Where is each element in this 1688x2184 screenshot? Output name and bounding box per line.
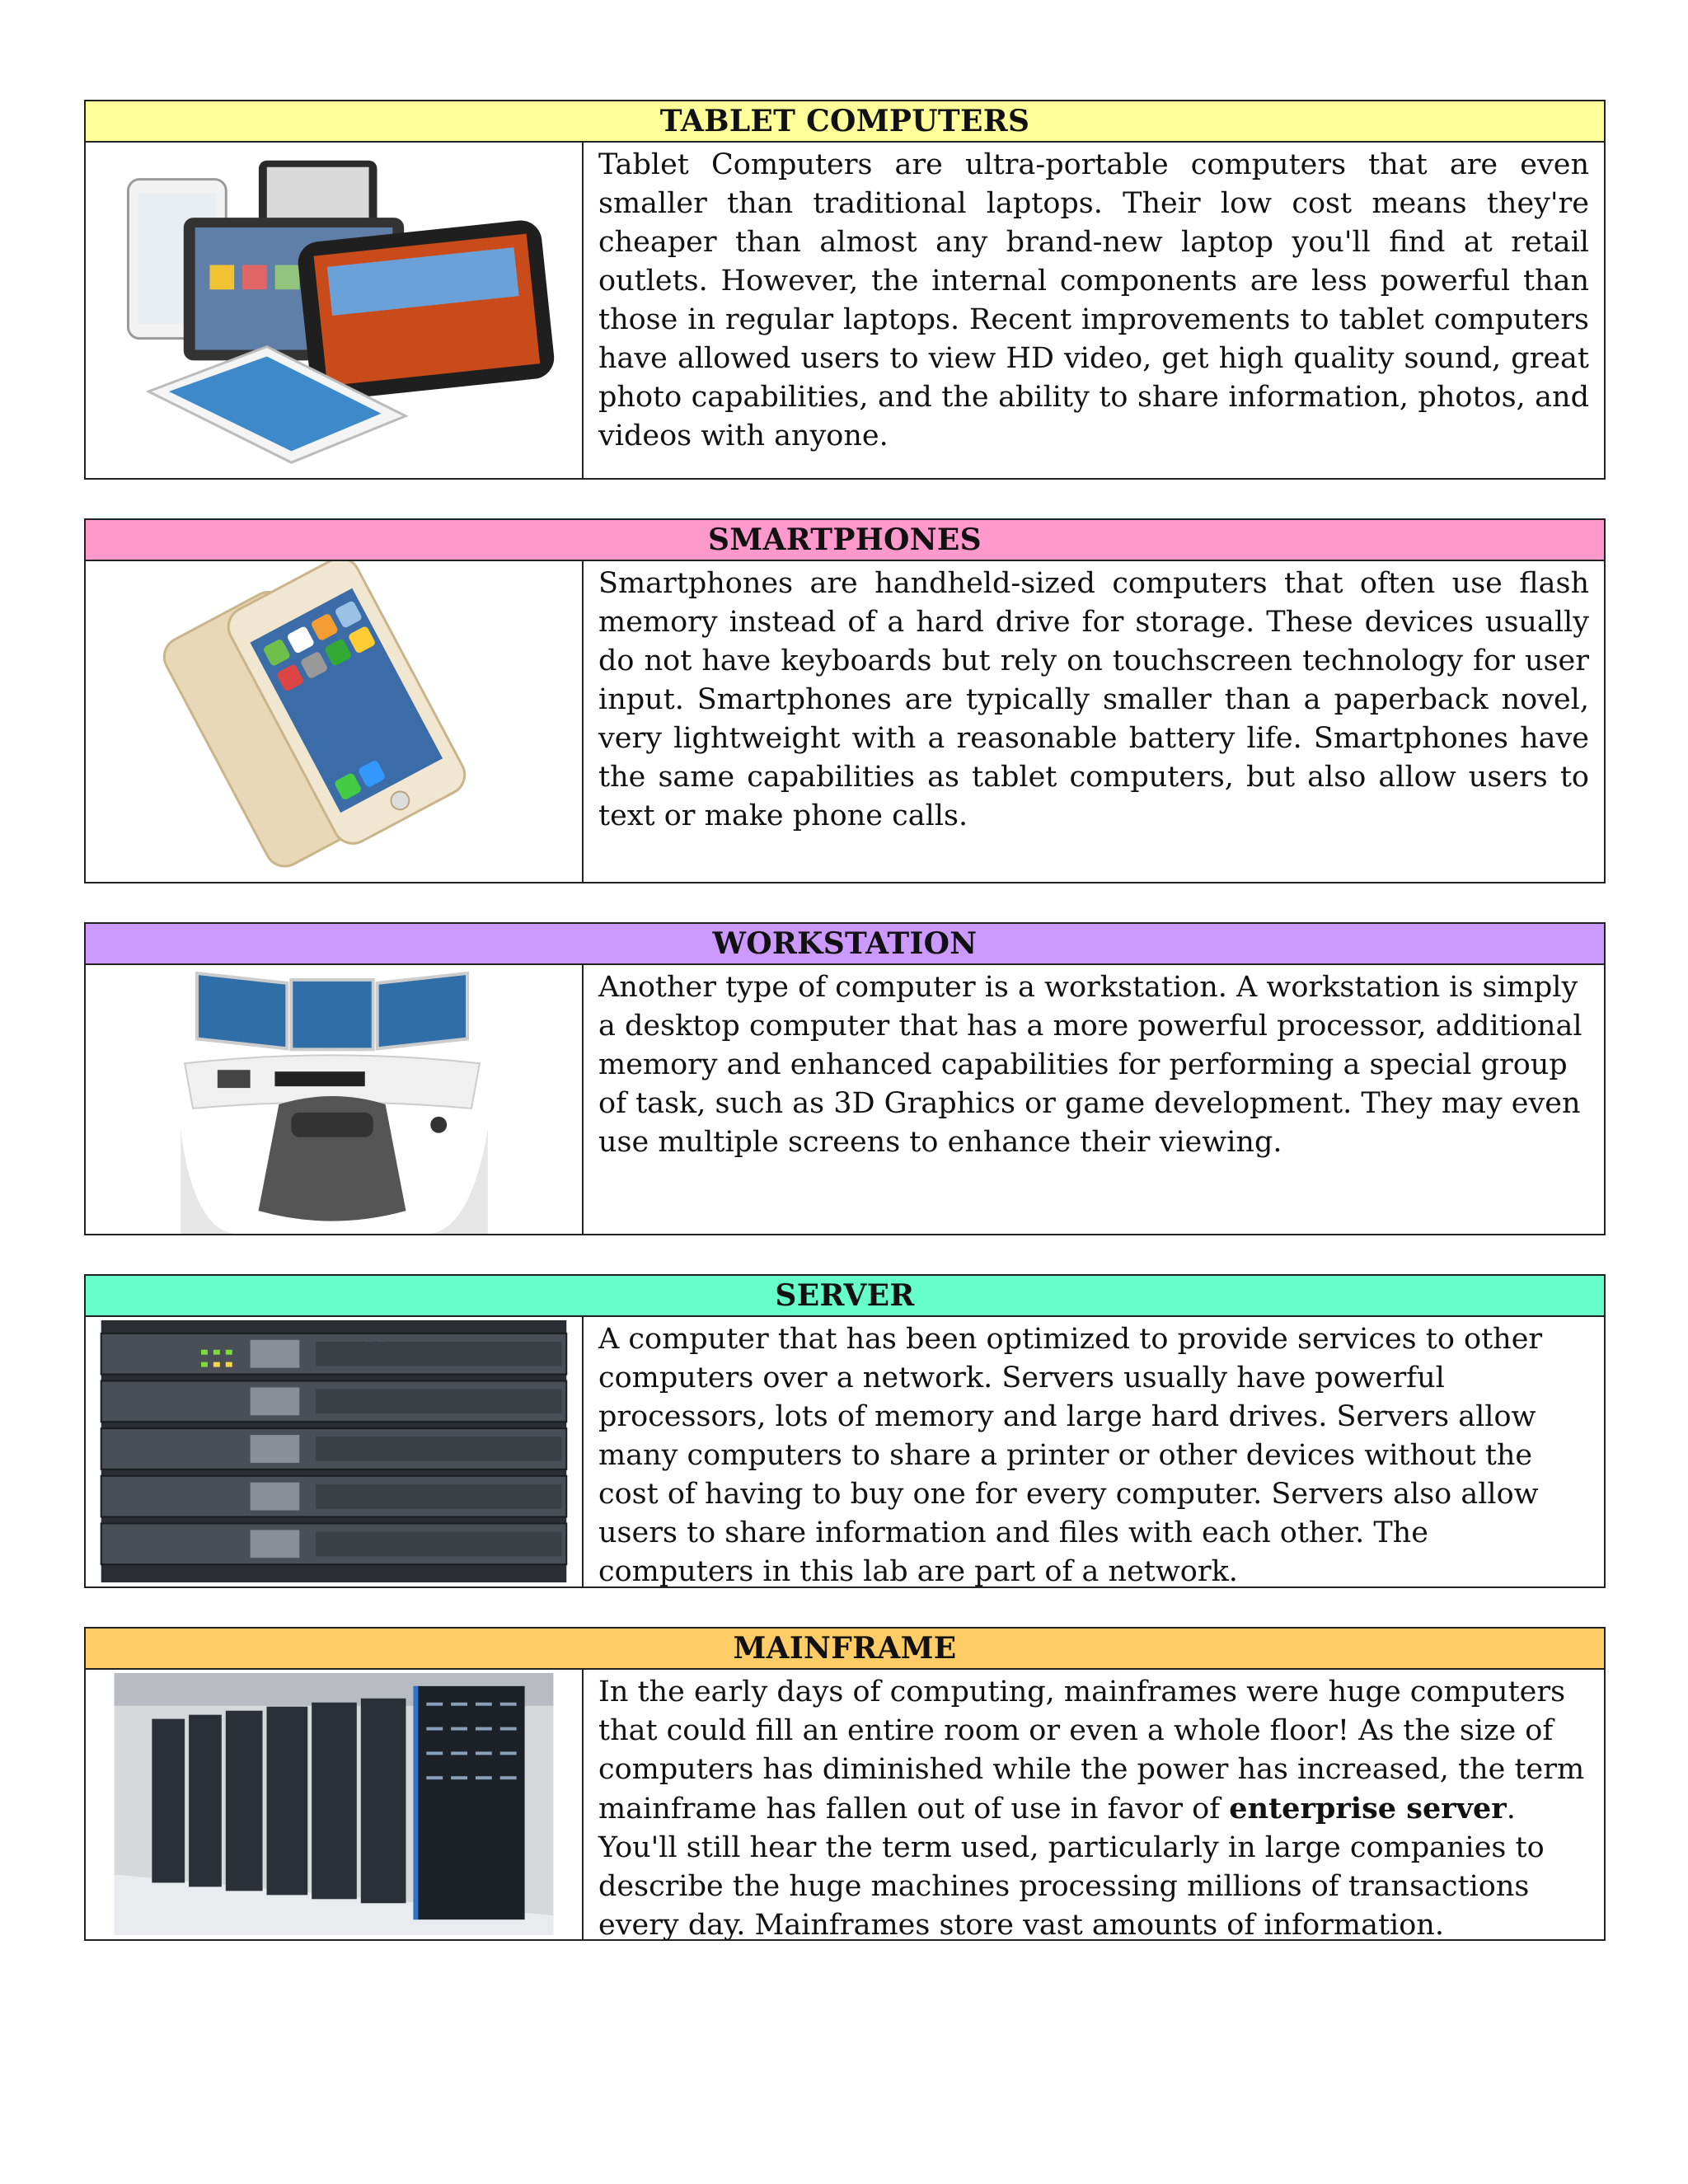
smartphone-illustration bbox=[86, 561, 582, 882]
description-part: In the early days of computing, mainframes were huge computers that could fill an entire room or even a whole floor! As the size of computers has diminished while the power has increased, the term mainframe has fallen out of use in favor of bbox=[598, 1675, 1585, 1825]
workstation-image bbox=[86, 965, 584, 1234]
smartphone-image bbox=[86, 561, 584, 882]
tablet-devices-image bbox=[86, 143, 584, 478]
server-rack-image bbox=[86, 1317, 584, 1586]
card-smartphones bbox=[84, 518, 1606, 883]
card-server bbox=[84, 1274, 1606, 1588]
section-description: A computer that has been optimized to provide services to other computers over a network. Servers usually have powerful processors, lots of memory and large hard drives. Servers allow many computers to share a printer or other devices without the cost of having to buy one for every computer. Servers also allow users to share information and files with each other. The computers in this lab are part of a network. bbox=[598, 1323, 1543, 1588]
section-title: TABLET COMPUTERS bbox=[86, 101, 1604, 143]
server-rack-illustration bbox=[86, 1317, 582, 1586]
section-description: Smartphones are handheld-sized computers that often use flash memory instead of a hard drive for storage. These devices usually do not have keyboards but rely on touchscreen technology for user input. Smartphones are typically smaller than a paperback novel, very lightweight with a reasonable battery life. Smartphones have the same capabilities as tablet computers, but also allow users to text or make phone calls. bbox=[598, 567, 1589, 832]
section-description: Tablet Computers are ultra-portable computers that are even smaller than traditional laptops. Their low cost means they're cheaper than almost any brand-new laptop you'll find at retail outlets. However, the internal components are less powerful than those in regular laptops. Recent improvements to tablet computers have allowed users to view HD video, get high quality sound, great photo capabilities, and the ability to share information, photos, and videos with anyone. bbox=[598, 148, 1589, 452]
tablet-illustration bbox=[86, 143, 582, 478]
section-title: SERVER bbox=[86, 1276, 1604, 1317]
description-part: . You'll still hear the term used, particularly in large companies to describe the huge machines processing millions of transactions every day. Mainframes store vast amounts of information. bbox=[598, 1793, 1545, 1942]
mainframe-room-image bbox=[86, 1670, 584, 1939]
section-description: Another type of computer is a workstation. A workstation is simply a desktop computer that has a more powerful processor, additional memory and enhanced capabilities for performing a special group of task, such as 3D Graphics or game development. They may even use multiple screens to enhance their viewing. bbox=[598, 971, 1582, 1159]
card-mainframe bbox=[84, 1627, 1606, 1941]
section-title: SMARTPHONES bbox=[86, 520, 1604, 561]
section-title: MAINFRAME bbox=[86, 1629, 1604, 1670]
mainframe-illustration bbox=[86, 1670, 582, 1939]
card-tablet-computers bbox=[84, 100, 1606, 480]
section-title: WORKSTATION bbox=[86, 924, 1604, 965]
emphasis-term: enterprise server bbox=[1229, 1792, 1507, 1825]
workstation-illustration bbox=[86, 965, 582, 1234]
section-description bbox=[584, 1670, 1604, 1942]
card-workstation bbox=[84, 922, 1606, 1235]
